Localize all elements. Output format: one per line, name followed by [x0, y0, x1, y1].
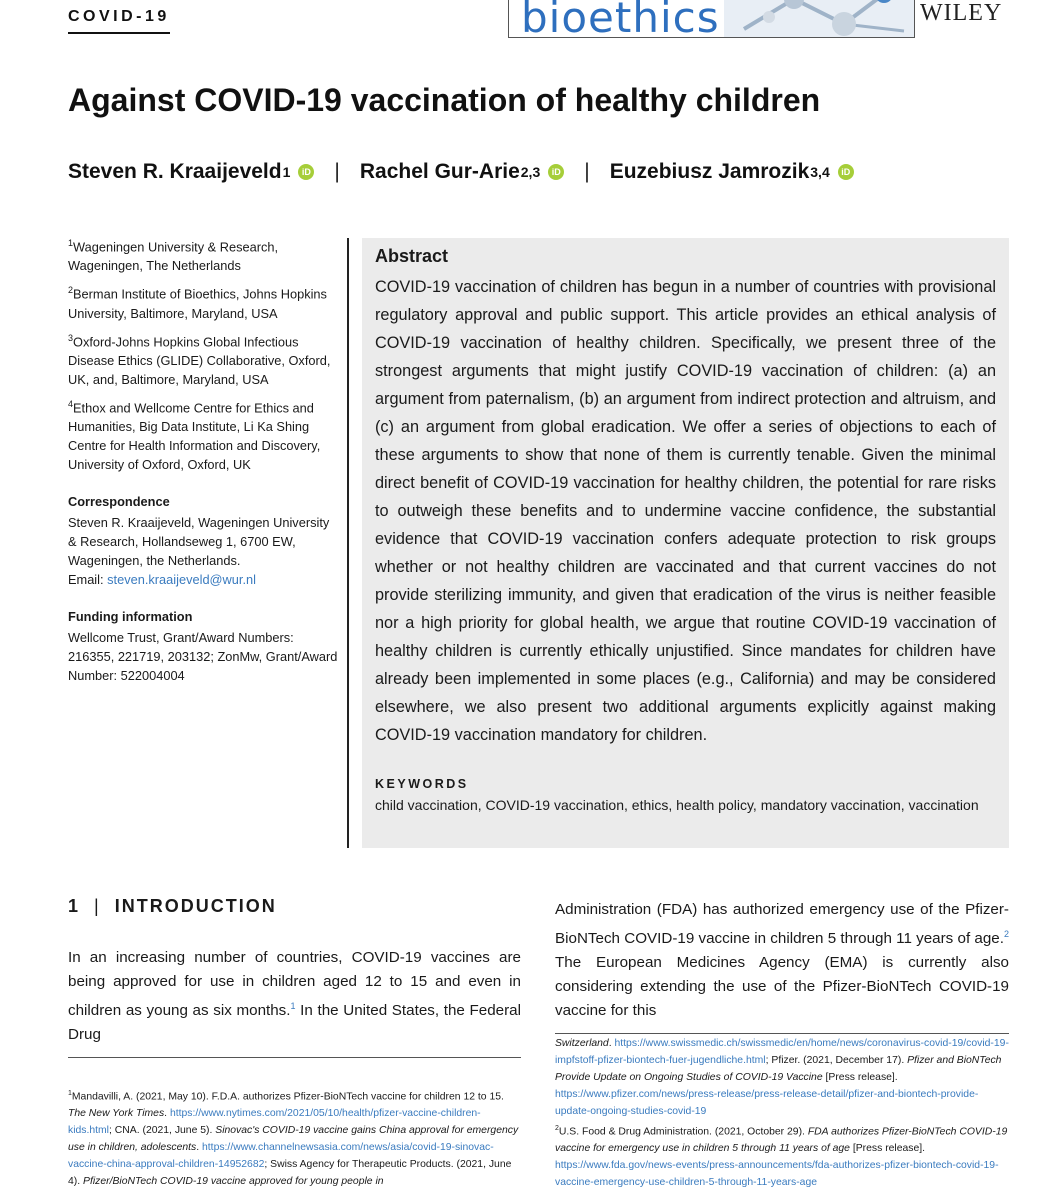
affiliation — [68, 329, 340, 389]
journal-name: bioethics — [521, 0, 720, 38]
affiliation — [68, 234, 340, 275]
email-line — [68, 570, 340, 589]
footnote-text: . — [608, 1038, 615, 1049]
email-label: Email: — [68, 572, 104, 588]
intro-paragraph-right — [555, 898, 1009, 1023]
correspondence-heading: Correspondence — [68, 494, 170, 510]
footnotes-right — [555, 1035, 1009, 1191]
footnote-text: [Press release]. — [849, 1143, 926, 1155]
section-heading-introduction — [68, 896, 277, 917]
footnote-text: ; CNA. (2021, June 5). — [109, 1125, 216, 1137]
footnote-text: U.S. Food & Drug Administration. (2021, October 29). — [558, 1126, 808, 1138]
orcid-icon[interactable]: iD — [838, 164, 854, 180]
funding-heading: Funding information — [68, 609, 193, 625]
footnote-text: . — [196, 1142, 203, 1154]
footnote-italic: FDA authorizes Pfizer-BioNTech COVID-19 vaccine for emergency use in children 5 through 11 years of age — [555, 1126, 1008, 1155]
affiliations-column — [68, 234, 340, 685]
keywords-heading: KEYWORDS — [375, 777, 469, 791]
abstract-heading: Abstract — [375, 246, 449, 266]
molecule-graphic-icon — [724, 0, 914, 37]
affiliation-text: Wageningen University & Research, Wageningen, The Netherlands — [68, 239, 279, 274]
footnote-rule — [555, 1033, 1009, 1034]
author-affil-ref: 3,4 — [810, 164, 830, 180]
body-text: Administration (FDA) has authorized emergency use of the Pfizer-BioNTech COVID-19 vaccine in children 5 through 11 years of age. — [555, 901, 1009, 948]
footnote-ref-link[interactable]: 2 — [1003, 929, 1009, 939]
author-name: Euzebiusz Jamrozik — [609, 160, 810, 183]
journal-logo — [508, 0, 915, 38]
affiliation-text: Berman Institute of Bioethics, Johns Hopkins University, Baltimore, Maryland, USA — [68, 286, 327, 321]
funding-text: Wellcome Trust, Grant/Award Numbers: 216355, 221719, 203132; ZonMw, Grant/Award Number: 522004004 — [68, 630, 338, 684]
footnote-link[interactable]: https://www.swissmedic.ch/swissmedic/en/home/news/coronavirus-covid-19/covid-19-impfstoff-pfizer-biontech-fuer-jugendliche.html — [555, 1038, 1009, 1066]
footnote-link[interactable]: https://www.pfizer.com/news/press-release/press-release-detail/pfizer-and-biontech-provide-update-ongoing-studies-covid-19 — [555, 1089, 979, 1117]
column-divider — [347, 238, 349, 848]
footnote-link[interactable]: https://www.nytimes.com/2021/05/10/health/pfizer-vaccine-children-kids.html — [68, 1108, 481, 1137]
footnote-italic: The New York Times — [68, 1108, 165, 1120]
footnote-text: ; Swiss Agency for Therapeutic Products. (2021, June 4). — [68, 1159, 512, 1188]
footnote-ref-link[interactable]: 1 — [290, 1001, 296, 1011]
footnote-number: 2 — [555, 1125, 559, 1132]
footnote-1-continued — [555, 1035, 1009, 1120]
author-list — [68, 160, 854, 184]
affiliation — [68, 281, 340, 322]
footnote-text: Mandavilli, A. (2021, May 10). F.D.A. authorizes Pfizer-BioNTech vaccine for children 12 to 15. — [71, 1091, 504, 1103]
affiliation-number: 2 — [68, 285, 74, 296]
publisher-logo: WILEY — [920, 0, 1003, 26]
footnote-italic: Sinovac's COVID-19 vaccine gains China approval for emergency use in children, adolescents — [68, 1125, 519, 1154]
author-affil-ref: 2,3 — [520, 164, 541, 180]
keywords-text: child vaccination, COVID-19 vaccination, ethics, health policy, mandatory vaccination, vaccination — [375, 797, 979, 813]
body-text: In the United States, the Federal Drug — [68, 1002, 521, 1044]
footnote-rule — [68, 1057, 521, 1058]
affiliation-number: 1 — [68, 238, 74, 248]
footnote-link[interactable]: https://www.fda.gov/news-events/press-announcements/fda-authorizes-pfizer-biontech-covid-19-vaccine-emergency-use-children-5-through-11-years-age — [555, 1160, 999, 1189]
author-separator: | — [584, 160, 590, 183]
footnote-text: ; Pfizer. (2021, December 17). — [765, 1055, 908, 1066]
correspondence-block — [68, 492, 340, 589]
author-name: Steven R. Kraaijeveld — [68, 160, 282, 183]
footnote-link[interactable]: https://www.channelnewsasia.com/news/asia/covid-19-sinovac-vaccine-china-approval-children-14952682 — [68, 1142, 494, 1171]
section-title: INTRODUCTION — [114, 896, 277, 916]
abstract-box — [362, 238, 1009, 848]
intro-paragraph-left — [68, 946, 521, 1047]
article-title: Against COVID-19 vaccination of healthy children — [68, 82, 821, 118]
footnote-text: [Press release]. — [822, 1072, 898, 1083]
footnote-italic: Pfizer and BioNTech Provide Update on Ongoing Studies of COVID-19 Vaccine — [555, 1055, 1002, 1083]
author-separator: | — [334, 160, 340, 183]
footnote-italic: Switzerland — [555, 1038, 609, 1049]
funding-block — [68, 607, 340, 685]
footnote-italic: Pfizer/BioNTech COVID-19 vaccine approved for young people in — [83, 1176, 384, 1188]
section-tag: COVID-19 — [68, 8, 170, 34]
affiliation — [68, 395, 340, 474]
abstract-text: COVID-19 vaccination of children has begun in a number of countries with provisional regulatory approval and public support. This article provides an ethical analysis of COVID-19 vaccination of healthy children. Specifically, we present three of the strongest arguments that might justify COVID-19 vaccination of children: (a) an argument from paternalism, (b) an argument from indirect protection and altruism, and (c) an argument from global eradication. We offer a series of objections to each of these arguments to show that none of them is currently tenable. Given the minimal direct benefit of COVID-19 vaccination for healthy children, the potential for rare risks to outweigh these benefits and to undermine vaccine confidence, the substantial evidence that COVID-19 vaccination confers adequate protection to risk groups whether or not healthy children are vaccinated and that current vaccines do not provide sterilizing immunity, and given that eradication of the virus is neither feasible nor a high priority for global health, we argue that routine COVID-19 vaccination of healthy children is currently ethically unjustified. Since mandates for children have already been implemented in some places (e.g., California) and may be considered elsewhere, we also present two additional arguments explicitly against making COVID-19 vaccination mandatory for children. — [375, 278, 996, 744]
affiliation-number: 4 — [68, 398, 74, 409]
section-number: 1 — [68, 896, 81, 916]
footnote-2 — [555, 1120, 1009, 1191]
email-link[interactable]: steven.kraaijeveld@wur.nl — [107, 572, 256, 588]
section-bar: | — [94, 896, 101, 916]
affiliation-text: Ethox and Wellcome Centre for Ethics and Humanities, Big Data Institute, Li Ka Shing Centre for Health Information and Discovery, University of Oxford, Oxford, UK — [68, 400, 321, 473]
orcid-icon[interactable]: iD — [548, 164, 564, 180]
footnote-text: . — [164, 1108, 170, 1120]
affiliation-text: Oxford-Johns Hopkins Global Infectious Disease Ethics (GLIDE) Collaborative, Oxford, UK, and, Baltimore, Maryland, USA — [68, 333, 331, 387]
footnote-1 — [68, 1085, 521, 1190]
orcid-icon[interactable]: iD — [298, 164, 314, 180]
affiliation-number: 3 — [68, 332, 74, 343]
author-affil-ref: 1 — [282, 164, 291, 180]
footnote-number: 1 — [68, 1090, 72, 1097]
body-text: In an increasing number of countries, COVID-19 vaccines are being approved for use in children aged 12 to 15 and even in children as young as six months. — [68, 949, 521, 1020]
author-name: Rachel Gur-Arie — [359, 160, 520, 183]
correspondence-text: Steven R. Kraaijeveld, Wageningen University & Research, Hollandseweg 1, 6700 EW, Wageningen, the Netherlands. — [68, 515, 330, 569]
body-text: The European Medicines Agency (EMA) is currently also considering extending the use of the Pfizer-BioNTech COVID-19 vaccine for this — [555, 954, 1009, 1020]
